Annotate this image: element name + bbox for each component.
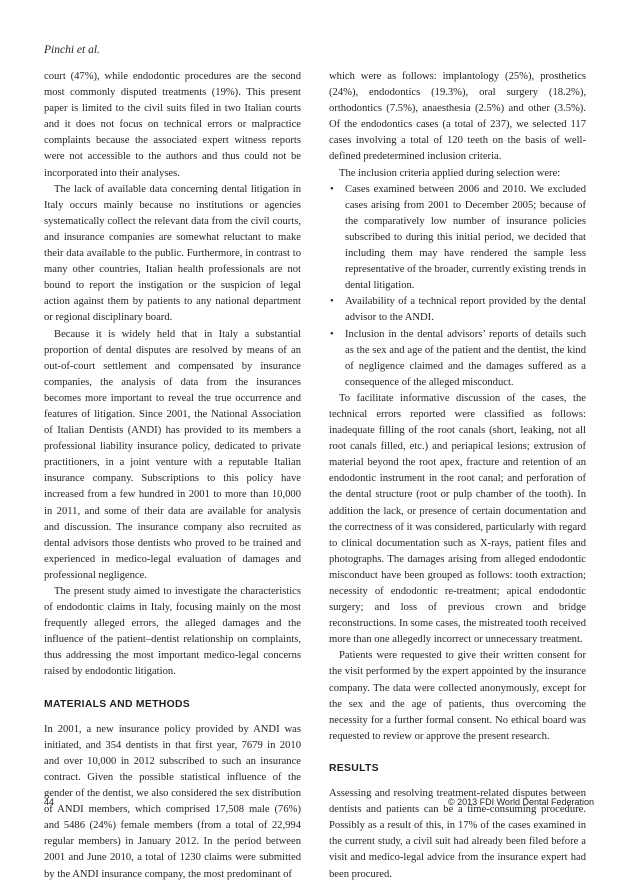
list-item: • Availability of a technical report provided by the dental advisor to the ANDI. bbox=[329, 294, 586, 326]
inclusion-criteria-list bbox=[329, 182, 586, 391]
paragraph: Patients were requested to give their written consent for the visit performed by the expert appointed by the insurance company. The data were collected anonymously, except for the sex and the age of patients, thus overcoming the necessity for a further formal consent. No ethical board was requested to review or approve the present research. bbox=[329, 650, 586, 742]
paragraph: In 2001, a new insurance policy provided by ANDI was initiated, and 354 dentists in that first year, 7679 in 2010 and over 10,000 in 2012 subscribed to such an insurance contract. Given the possible statistical influence of the gender of the dentist, we also considered the sex distribution of ANDI members, which comprised 17,508 male (76%) and 5486 (24%) female members (from a total of 22,994 regular members) in January 2012. In the period between 2001 and June 2010, a total of 1230 claims were submitted by the ANDI insurance company, the most predominant of bbox=[44, 723, 301, 880]
paragraph: The inclusion criteria applied during selection were: bbox=[339, 167, 561, 179]
paragraph: To facilitate informative discussion of the cases, the technical errors reported were classified as follows: inadequate filling of the root canals (short, leaking, not all root canals filled, etc.) and periapical lesions; extrusion of material beyond the root apex, fracture and retention of an endodontic instrument in the root canal; and perforation of the dental structure (root or pulp chamber of the tooth). In addition the lack, or presence of certain documentation and the correctness of it was considered, particularly with regard to clinical documentation such as X-rays, patient files and photographs. The damages arising from alleged endodontic misconduct have been grouped as follows: tooth extraction; necessity of endodontic re-treatment; apical endodontic surgery; and loss of previous crown and bridge reconstructions. In some cases, the mistreated tooth received more than one allegedly incorrect or unnecessary treatment. bbox=[329, 392, 586, 646]
section-heading-results: RESULTS bbox=[329, 762, 379, 774]
page-number: 44 bbox=[44, 797, 55, 807]
copyright-notice: © 2013 FDI World Dental Federation bbox=[447, 797, 594, 807]
paragraph: The present study aimed to investigate the characteristics of endodontic claims in Italy, focusing mainly on the most frequently alleged errors, the alleged damages and the influence of the patient–dentist relationship on complaints, thus addressing the most important medico-legal concerns raised by endodontic litigation. bbox=[44, 586, 301, 678]
paragraph: Assessing and resolving treatment-related disputes between dentists and patients can be a time-consuming procedure. Possibly as a result of this, in 17% of the cases examined in the current study, a civil suit had already been filed before a visit and medico-legal advice from the insurance expert had been procured. bbox=[329, 788, 586, 880]
list-item: • Cases examined between 2006 and 2010. We excluded cases arising from 2001 to December 2005; because of the comparatively low number of insurance policies subscribed to during this initial period, we decided that including them may have rendered the sample less representative of the broader, currently existing trends in dental litigation. bbox=[329, 182, 586, 295]
left-column bbox=[44, 69, 301, 883]
paragraph: Because it is widely held that in Italy a substantial proportion of dental disputes are resolved by means of an out-of-court settlement and compensated by insurance companies, the analysis of data from the insurances becomes more important to reveal the true occurrence and features of litigation. Since 2001, the National Association of Italian Dentists (ANDI) has provided to its members a professional liability insurance policy, dedicated to private practitioners, in a joint venture with a reputable Italian insurance company. Subscriptions to this policy have increased from a few hundred in 2001 to more than 10,000 in 2011, and some of their data are available for analysis and discussion. The insurance company also recruited as dental advisors those dentists who proved to be trained and experienced in medico-legal evaluation of damages and professional negligence. bbox=[44, 328, 301, 581]
paragraph: which were as follows: implantology (25%), prosthetics (24%), endodontics (19.3%), oral surgery (18.2%), orthodontics (7.5%), anaesthesia (2.5%) and other (3.5%). Of the endodontics cases (a total of 237), we selected 117 cases involving a total of 120 teeth on the basis of well-defined predetermined inclusion criteria. bbox=[329, 71, 586, 163]
right-column bbox=[329, 69, 586, 883]
paragraph: court (47%), while endodontic procedures are the second most commonly disputed treatments (19%). This present paper is limited to the civil suits filed in two Italian courts and it does not focus on technical errors or malpractice complaints because the associated expert witness reports were not accessible to the authors and thus could not be incorporated into their analyses. bbox=[44, 71, 301, 179]
running-head: Pinchi et al. bbox=[44, 44, 100, 56]
list-item: • Inclusion in the dental advisors’ reports of details such as the sex and age of the patient and the dentist, the kind of negligence claimed and the damages suffered as a consequence of the alleged misconduct. bbox=[329, 327, 586, 391]
paragraph: The lack of available data concerning dental litigation in Italy occurs mainly because no institutions or agencies systematically collect the relevant data from the civil courts, and insurance companies are somewhat reluctant to make their data available to the public. Furthermore, in contrast to many other countries, Italian health professionals are not bound to report the instigation or the suspicion of legal action against them by patients to any national department or regional disciplinary board. bbox=[44, 183, 301, 324]
section-heading-methods: MATERIALS AND METHODS bbox=[44, 698, 190, 710]
